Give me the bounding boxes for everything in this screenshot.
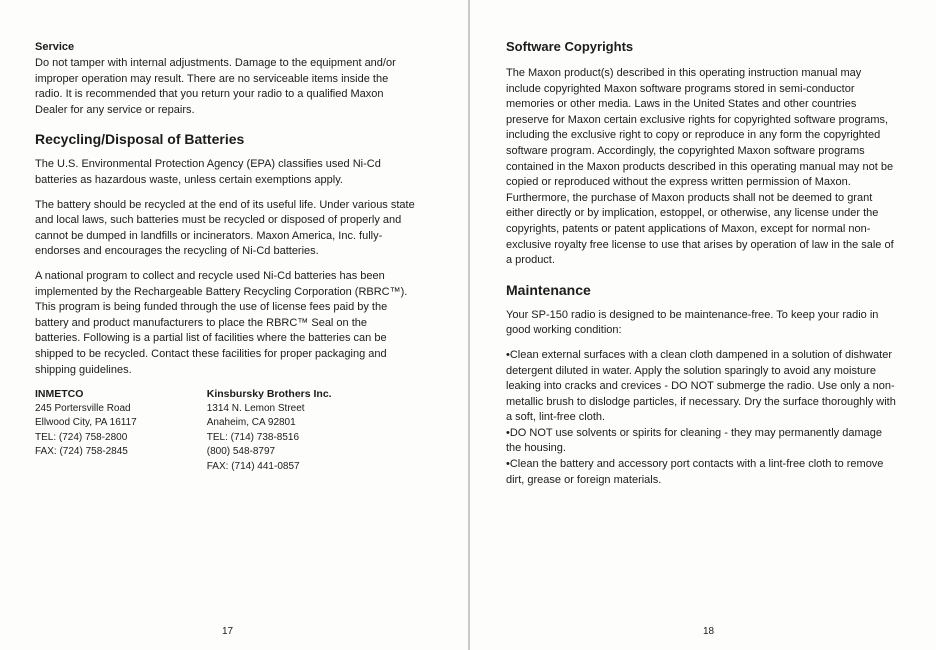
page-number: 18 <box>703 626 715 637</box>
facility-inmetco <box>35 387 137 474</box>
recycling-paragraph: The battery should be recycled at the end of its useful life. Under various state and local laws, such batteries must be recycled or disposed of properly and cannot be dumped in landfills or incinerators. Maxon America, Inc. fully-endorses and encourages the recycling of Ni-Cd batteries. <box>35 198 415 258</box>
software-copyrights-title: Software Copyrights <box>506 39 634 54</box>
facility-kinsbursky <box>207 387 332 474</box>
facility-address-line: 245 Portersville Road <box>35 402 131 414</box>
maintenance-bullet: • Clean the battery and accessory port contacts with a lint-free cloth to remove dirt, grease or foreign materials. <box>506 457 898 488</box>
service-heading: Service <box>35 41 75 53</box>
facility-address-line: 1314 N. Lemon Street <box>206 402 305 414</box>
maintenance-title: Maintenance <box>506 281 591 298</box>
recycling-title: Recycling/Disposal of Batteries <box>35 131 245 148</box>
left-page-content <box>35 40 415 474</box>
maintenance-intro: Your SP-150 radio is designed to be maintenance-free. To keep your radio in good working condition: <box>506 308 879 337</box>
maintenance-bullet: • Clean external surfaces with a clean cloth dampened in a solution of dishwater detergent diluted in water. Apply the solution sparingly to avoid any moisture leaking into cracks and crevices - DO NOT submerge the radio. Use only a non-metallic brush to dislodge particles, if necessary. Dry the surface thoroughly with a soft, lint-free cloth. <box>506 348 898 426</box>
software-copyrights-text: The Maxon product(s) described in this operating instruction manual may include copyrighted Maxon software programs stored in semi-conductor memories or other media. Laws in the United States and other countries preserve for Maxon certain exclusive rights for copyrighted software programs, including the exclusive right to copy or reproduce in any form the copyrighted software program. Accordingly, the copyrighted Maxon software programs contained in the Maxon products described in this operating manual may not be copied or reproduced without the express written permission of Maxon. Furthermore, the purchase of Maxon products shall not be deemed to grant either directly or by implication, estoppel, or otherwise, any license under the copyrights, patents or patent applications of Maxon, except for normal non-exclusive royalty free license to use that arises by operation of law in the sale of a product. <box>506 67 894 267</box>
right-page <box>470 0 936 650</box>
right-page-content <box>506 38 898 488</box>
recycling-paragraph: The U.S. Environmental Protection Agency (EPA) classifies used Ni-Cd batteries as hazardous waste, unless certain exemptions apply. <box>35 158 381 186</box>
page-number: 17 <box>222 626 234 637</box>
service-text: Do not tamper with internal adjustments. Damage to the equipment and/or improper operation may result. There are no serviceable items inside the radio. It is recommended that you return your radio to a qualified Maxon Dealer for any service or repairs. <box>35 57 396 116</box>
facility-phone: TEL: (724) 758-2800 <box>35 431 128 443</box>
facility-fax: FAX: (724) 758-2845 <box>35 446 128 458</box>
maintenance-bullet: • DO NOT use solvents or spirits for cleaning - they may permanently damage the housing. <box>506 426 898 457</box>
facility-address-line: Anaheim, CA 92801 <box>206 417 296 429</box>
recycling-facilities <box>35 387 415 474</box>
facility-phone: (800) 548-8797 <box>206 446 276 458</box>
facility-name: INMETCO <box>35 388 84 401</box>
facility-name: Kinsbursky Brothers Inc. <box>206 388 332 401</box>
facility-address-line: Ellwood City, PA 16117 <box>35 417 137 429</box>
facility-phone: TEL: (714) 738-8516 <box>206 431 300 443</box>
facility-fax: FAX: (714) 441-0857 <box>206 460 300 472</box>
recycling-paragraph: A national program to collect and recycle used Ni-Cd batteries has been implemented by the Rechargeable Battery Recycling Corporation (RBRC™). This program is being funded through the use of license fees paid by the battery and product manufacturers to place the RBRC™ Seal on the batteries. Following is a partial list of facilities where the batteries can be shipped to be recycled. Contact these facilities for proper packaging and shipping guidelines. <box>35 269 408 376</box>
